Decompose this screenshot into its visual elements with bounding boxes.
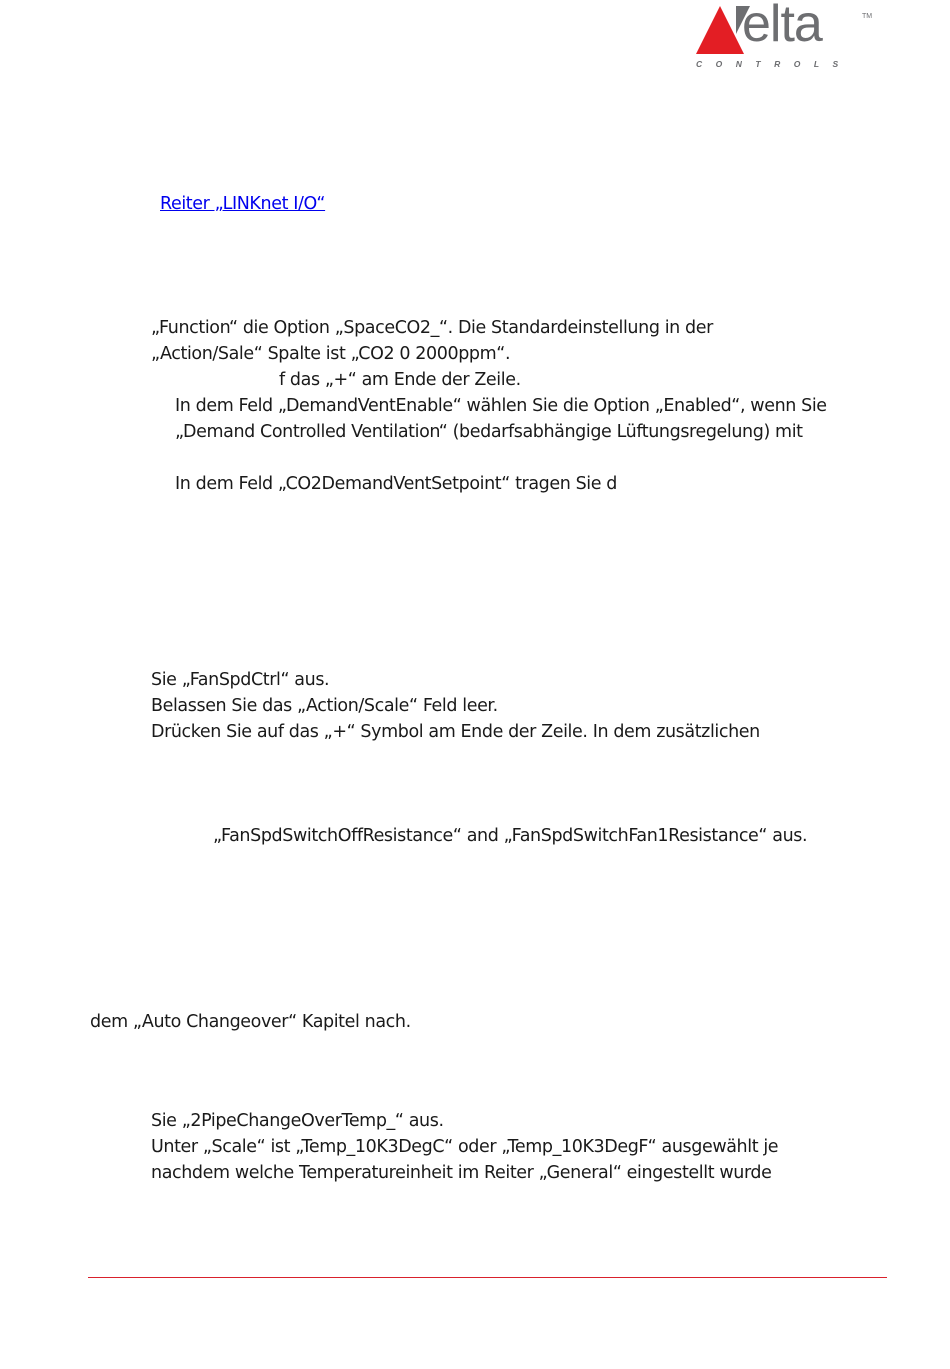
text-line: „Action/Sale“ Spalte ist „CO2 0 2000ppm“. — [151, 344, 511, 364]
text-line: Sie „FanSpdCtrl“ aus. — [151, 670, 330, 690]
text-line: „FanSpdSwitchOffResistance“ and „FanSpdSwitchFan1Resistance“ aus. — [213, 826, 808, 846]
logo-wordmark: elta — [742, 0, 822, 53]
linknet-io-link[interactable]: Reiter „LINKnet I/O“ — [160, 194, 326, 214]
text-line: „Demand Controlled Ventilation“ (bedarfsabhängige Lüftungsregelung) mit — [175, 422, 803, 442]
logo-trademark: TM — [862, 13, 873, 20]
text-line: „Function“ die Option „SpaceCO2_“. Die Standardeinstellung in der — [151, 318, 713, 338]
text-line: Sie „2PipeChangeOverTemp_“ aus. — [151, 1111, 444, 1131]
footer-divider — [88, 1277, 887, 1278]
logo-tagline: CONTROLS — [696, 59, 852, 69]
text-line: Drücken Sie auf das „+“ Symbol am Ende der Zeile. In dem zusätzlichen — [151, 722, 760, 742]
linknet-link-container — [160, 193, 325, 215]
text-line: dem „Auto Changeover“ Kapitel nach. — [90, 1012, 411, 1032]
text-line: In dem Feld „CO2DemandVentSetpoint“ tragen Sie d — [175, 474, 618, 494]
delta-controls-logo — [696, 0, 876, 72]
text-line: Belassen Sie das „Action/Scale“ Feld leer. — [151, 696, 498, 716]
text-line: nachdem welche Temperatureinheit im Reiter „General“ eingestellt wurde — [151, 1163, 772, 1183]
text-line: In dem Feld „DemandVentEnable“ wählen Sie die Option „Enabled“, wenn Sie — [175, 396, 827, 416]
text-line: f das „+“ am Ende der Zeile. — [279, 370, 521, 390]
text-line: Unter „Scale“ ist „Temp_10K3DegC“ oder „Temp_10K3DegF“ ausgewählt je — [151, 1137, 779, 1157]
